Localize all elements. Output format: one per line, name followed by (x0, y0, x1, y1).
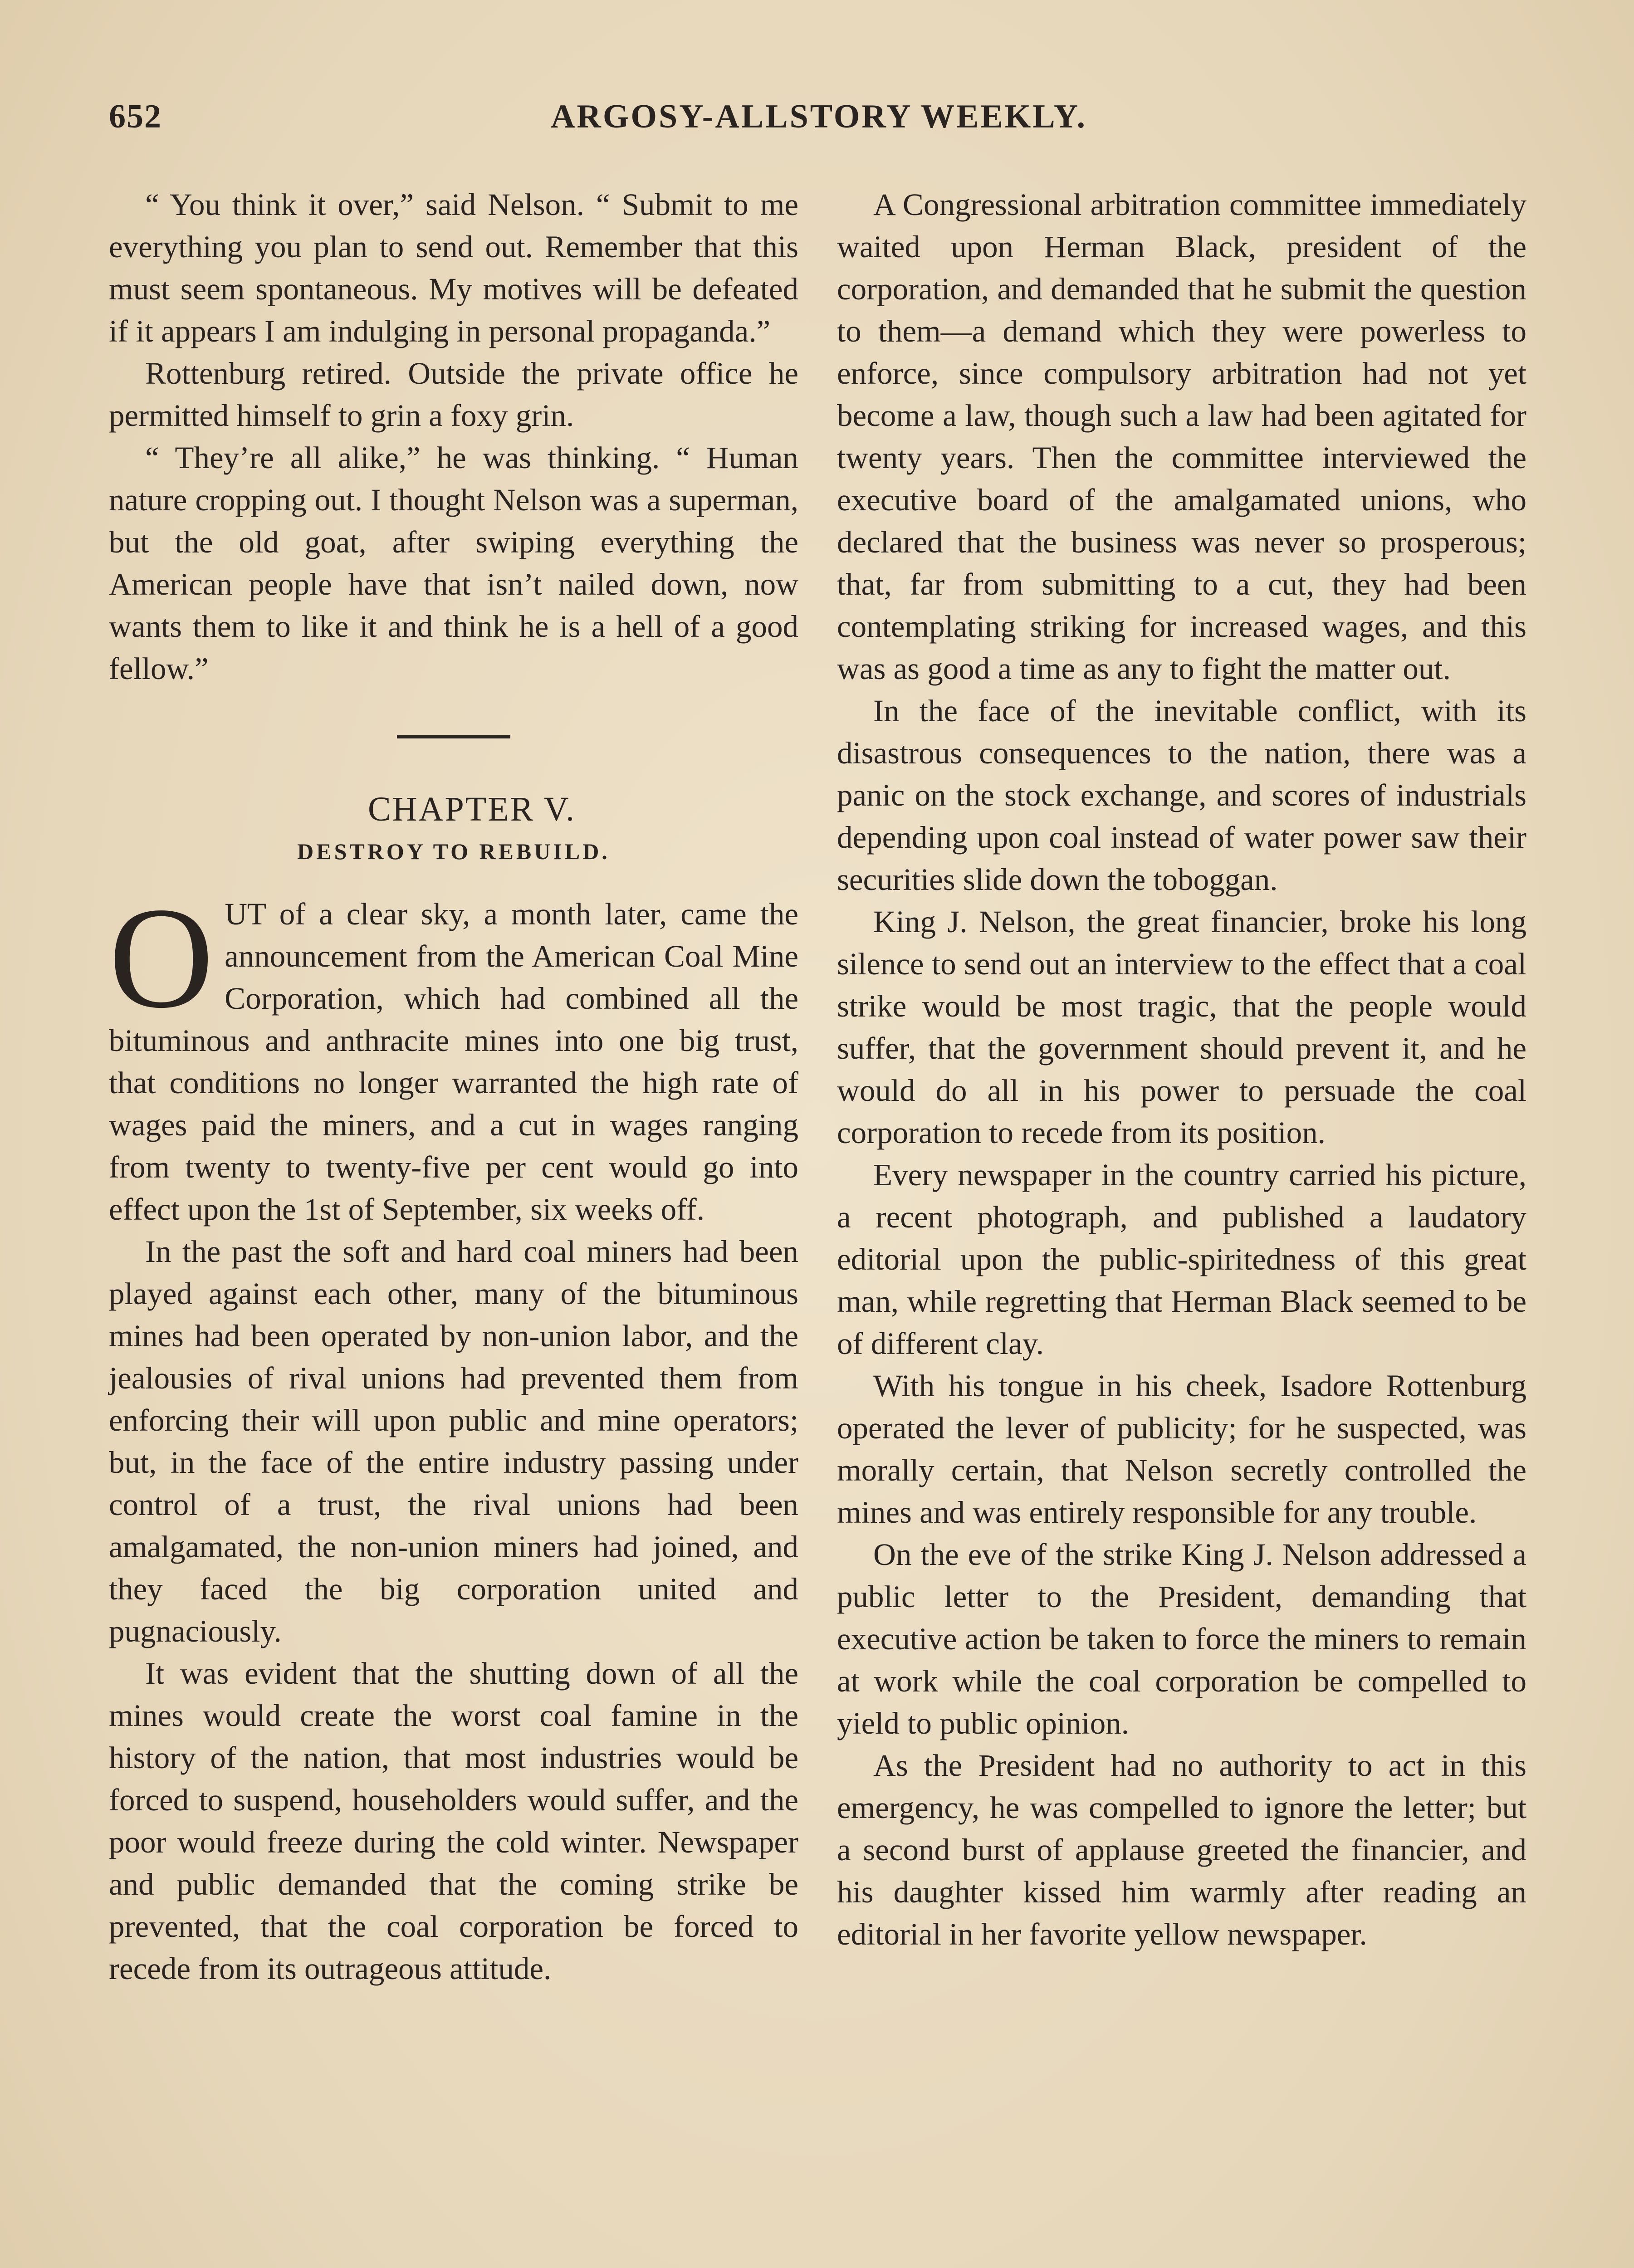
chapter-title: CHAPTER V. (368, 790, 576, 828)
paragraph: King J. Nelson, the great financier, broke his long silence to send out an interview to the effect that a coal strike would be most tragic, that the people would suffer, that the government should prevent it, and he would do all in his power to persuade the coal corporation to recede from its position. (837, 904, 1526, 1150)
paragraph: In the past the soft and hard coal miners had been played against each other, many of the bituminous mines had been operated by non-union labor, and the jealousies of rival unions had prevented them from enforcing their will upon public and mine operators; but, in the face of the entire industry passing under control of a trust, the rival unions had been amalgamated, the non-union miners had joined, and they faced the big corporation united and pugnaciously. (109, 1234, 798, 1648)
running-head: ARGOSY-ALLSTORY WEEKLY. (550, 98, 1087, 135)
chapter-subtitle: DESTROY TO REBUILD. (297, 839, 610, 864)
paragraph: With his tongue in his cheek, Isadore Rottenburg operated the lever of publicity; for he suspected, was morally certain, that Nelson secretly controlled the mines and was entirely responsible for any trouble. (837, 1369, 1526, 1530)
drop-cap: O (109, 878, 214, 1038)
paragraph: It was evident that the shutting down of all the mines would create the worst coal famine in the history of the nation, that most industries would be forced to suspend, householders would suffer, and the poor would freeze during the cold winter. Newspaper and public demanded that the coming strike be prevented, that the coal corporation be forced to recede from its outrageous attitude. (109, 1656, 798, 1986)
opening-paragraph-text: UT of a clear sky, a month later, came the announcement from the American Coal Mine Corporation, which had combined all the bituminous and anthracite mines into one big trust, that conditions no longer warranted the high rate of wages paid the miners, and a cut in wages ranging from twenty to twenty-five per cent would go into effect upon the 1st of September, six weeks off. (109, 897, 798, 1227)
paragraph: “ They’re all alike,” he was thinking. “ Human nature cropping out. I thought Nelson was a superman, but the old goat, after swiping everything the American people have that isn’t nailed down, now wants them to like it and think he is a hell of a good fellow.” (109, 440, 798, 686)
paragraph: Rottenburg retired. Outside the private office he permitted himself to grin a foxy grin. (109, 356, 798, 433)
paragraph: “ You think it over,” said Nelson. “ Submit to me everything you plan to send out. Remember that this must seem spontaneous. My motives will be defeated if it appears I am indulging in personal propaganda.” (109, 187, 798, 348)
paragraph: In the face of the inevitable conflict, with its disastrous consequences to the nation, there was a panic on the stock exchange, and scores of industrials depending upon coal instead of water power saw their securities slide down the toboggan. (837, 694, 1526, 897)
right-column (837, 184, 1526, 1955)
paragraph: On the eve of the strike King J. Nelson addressed a public letter to the President, demanding that executive action be taken to force the miners to remain at work while the coal corporation be compelled to yield to public opinion. (837, 1537, 1526, 1740)
paragraph: Every newspaper in the country carried his picture, a recent photograph, and published a laudatory editorial upon the public-spiritedness of this great man, while regretting that Herman Black seemed to be of different clay. (837, 1158, 1526, 1361)
left-column (109, 184, 798, 1990)
opening-paragraph (109, 878, 798, 1231)
paragraph: A Congressional arbitration committee immediately waited upon Herman Black, president of the corporation, and demanded that he submit the question to them—a demand which they were powerless to enforce, since compulsory arbitration had not yet become a law, though such a law had been agitated for twenty years. Then the committee interviewed the executive board of the amalgamated unions, who declared that the business was never so prosperous; that, far from submitting to a cut, they had been contemplating striking for increased wages, and this was as good a time as any to fight the matter out. (837, 187, 1526, 686)
paragraph: As the President had no authority to act in this emergency, he was compelled to ignore the letter; but a second burst of applause greeted the financier, and his daughter kissed him warmly after reading an editorial in her favorite yellow newspaper. (837, 1748, 1526, 1951)
page-header (109, 98, 1529, 147)
section-divider (397, 735, 510, 738)
page-number: 652 (109, 98, 162, 135)
